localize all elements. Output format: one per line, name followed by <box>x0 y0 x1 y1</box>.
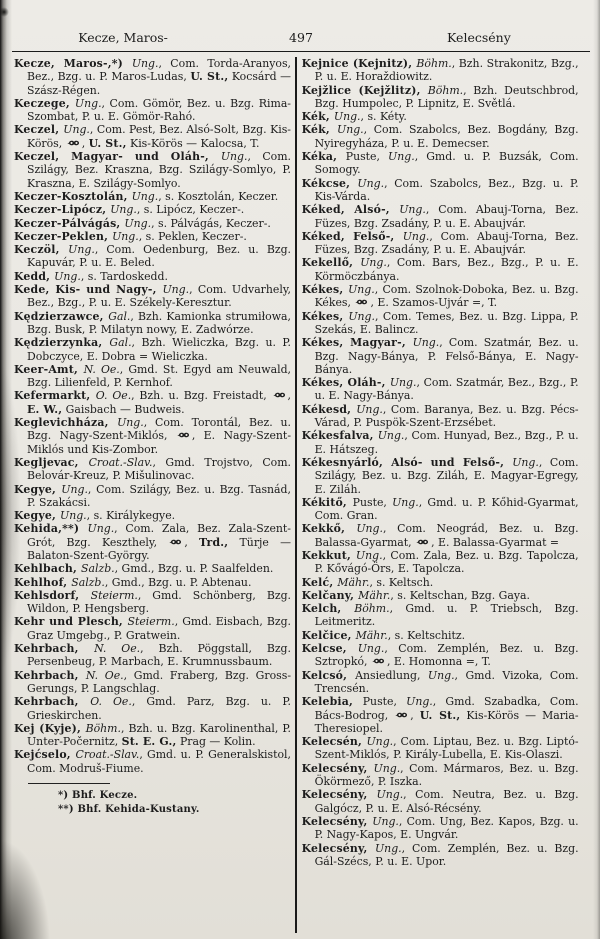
entry-text: , Com. Neutra, Bez. u. Bzg. Galgócz, P. u. E. Alsó-Récsény. <box>314 788 579 815</box>
entry-text: , s. Kosztolán, Keczer. <box>158 189 279 203</box>
entry-headword: Kejžlice (Kejžlitz), <box>301 83 428 97</box>
entry <box>302 230 579 257</box>
entry-headword: Kelčice, <box>301 628 356 642</box>
entry-headword: Kéked, Alsó-, <box>301 203 400 217</box>
entry-text: , Com. Szilágy, Bez. u. Bzg. Ziláh, E. Magyar-Egregy, E. Ziláh. <box>314 455 579 496</box>
posthorn-icon <box>355 298 369 306</box>
entry-headword: Kelcse, <box>301 642 358 656</box>
posthorn-icon <box>177 431 191 439</box>
entry-region: Ung. <box>110 203 137 217</box>
entry-region: Ung. <box>117 416 144 430</box>
entry-headword: Kehrbach, <box>14 642 95 656</box>
entry <box>14 522 291 562</box>
entry <box>302 203 579 230</box>
entry-text: , Com. Mármaros, Bez. u. Bzg. Ökörmező, P. Iszka. <box>314 761 579 789</box>
entry-region: Ung. <box>389 376 417 390</box>
entry-region: Steierm. <box>90 588 138 602</box>
entry <box>14 748 291 775</box>
entry-region: Ung. <box>373 761 401 775</box>
entry-headword: Kékitő, <box>301 495 353 509</box>
entry-headword: Kej (Kyje), <box>14 721 86 735</box>
entry-headword: Kejćselo, <box>14 748 76 762</box>
entry-text: , Bzh. Strakonitz, Bzg., P. u. E. Horaždiowitz. <box>314 57 579 84</box>
entry <box>302 522 579 549</box>
entry <box>14 456 291 483</box>
entry-text: , <box>410 708 420 722</box>
text-columns <box>14 57 592 933</box>
entry-headword: Kékesd, <box>301 402 357 416</box>
entry-headword: Kehrbach, <box>14 668 86 682</box>
entry-headword: Kede, Kis- und Nagy-, <box>14 283 163 297</box>
entry <box>14 203 291 216</box>
entry-text: , s. Lipócz, Keczer-. <box>136 203 245 217</box>
entry-text: , Com. Szabolcs, Bez., Bzg. u. P. Kis-Várda. <box>314 176 579 203</box>
entry-region: Ung. <box>333 110 361 124</box>
entry-region: Salzb. <box>81 562 115 576</box>
entry-region: Ung. <box>337 123 364 137</box>
entry-region: Ung. <box>392 495 419 509</box>
entry-headword: Kekkut, <box>301 548 356 562</box>
entry-headword: Kehlhof, <box>14 575 72 589</box>
entry-text: , <box>81 136 89 150</box>
entry-region: Croat.-Slav. <box>75 748 140 762</box>
entry <box>302 576 579 589</box>
entry-text: , Com. Udvarhely, Bez., Bzg., P. u. E. Székely-Keresztur. <box>27 283 291 310</box>
entry-text: , E. Balassa-Gyarmat = <box>431 535 560 549</box>
entry-text: , Gmd. u. P. Triebsch, Bzg. Leitmeritz. <box>314 602 579 629</box>
entry-text: , Bzh. Pöggstall, Bzg. Persenbeug, P. Marbach, E. Krumnussbaum. <box>27 642 291 669</box>
entry-text: , Gmd. Schönberg, Bzg. Wildon, P. Hengsberg. <box>27 588 292 616</box>
entry-region: Ung. <box>406 695 433 709</box>
entry-region: N. Oe. <box>83 362 120 376</box>
entry <box>14 416 291 456</box>
entry-headword: Keglevichháza, <box>14 416 118 430</box>
entry-region: Ung. <box>376 788 404 802</box>
entry <box>14 270 291 283</box>
entry-headword: Kékes, <box>301 309 349 323</box>
entry-text: , Bzh. Kamionka strumiłowa, Bzg. Busk, P. Milatyn nowy, E. Zadwórze. <box>27 309 291 336</box>
entry <box>302 403 579 430</box>
entry-text: Kis-Körös — Maria-Theresiopel. <box>314 708 579 735</box>
entry-region: Ung. <box>388 150 415 164</box>
entry-headword: Kehr und Plesch, <box>14 615 128 629</box>
entry-text: , Com. Szabolcs, Bez. Bogdány, Bzg. Nyiregyháza, P. u. E. Demecser. <box>314 123 579 150</box>
entry-headword: Kék, <box>301 110 334 124</box>
entry-text: , Com. Pest, Bez. Alsó-Solt, Bzg. Kis-Körös, <box>27 123 291 150</box>
entry-region: N. Oe. <box>85 668 124 682</box>
entry <box>14 150 291 190</box>
entry-text: , s. Keltsch. <box>369 575 434 589</box>
entry <box>14 283 291 310</box>
entry <box>302 336 579 376</box>
entry <box>14 97 291 124</box>
entry-headword: U. St., <box>88 136 127 150</box>
entry-headword: Kelčany, <box>301 588 359 602</box>
entry-text: Türje — Balaton-Szent-György. <box>27 535 291 562</box>
entry-text: , E. Nagy-Szent-Miklós und Kis-Zombor. <box>27 429 291 456</box>
entry-text: , Gmd., Bzg. u. P. Saalfelden. <box>114 562 274 576</box>
entry-region: Ung. <box>355 548 383 562</box>
entry <box>302 110 579 123</box>
entry-text: , s. Királykegye. <box>86 509 176 523</box>
entry-text: , Gmd. Vizoka, Com. Trencsén. <box>314 668 579 695</box>
entry <box>302 642 579 669</box>
entry-headword: U. St., <box>419 708 461 722</box>
right-column <box>299 57 579 933</box>
entry-headword: Kekellő, <box>301 256 361 270</box>
entry-text: , Com. Baranya, Bez. u. Bzg. Pécs-Várad, P. Puspök-Szent-Erzsébet. <box>314 402 579 430</box>
entry-headword: Kegljevac, <box>14 455 89 469</box>
entry <box>14 217 291 230</box>
entry <box>302 456 579 496</box>
entry-region: Ung. <box>357 642 385 656</box>
entry <box>302 496 579 523</box>
entry <box>14 336 291 363</box>
posthorn-icon <box>169 538 183 546</box>
entry-headword: Kegye, <box>14 509 61 523</box>
entry-region: Ung. <box>63 123 90 137</box>
entry-text: , E. Homonna =, T. <box>386 655 491 669</box>
header-rule <box>12 51 590 52</box>
entry-text: Puste, <box>352 495 393 509</box>
entry-text: Kis-Körös — Kalocsa, T. <box>126 136 260 150</box>
entry-headword: Kejnice (Kejnitz), <box>301 57 417 70</box>
entry <box>302 735 579 762</box>
entry-region: Mähr. <box>337 575 370 589</box>
entry-text: , Com. Torda-Aranyos, Bez., Bzg. u. P. Maros-Ludas, <box>27 57 291 84</box>
entry-text: , Com. Szatmár, Bez. u. Bzg. Nagy-Bánya, P. Felső-Bánya, E. Nagy-Bánya. <box>314 336 579 376</box>
entry-headword: Kékes, <box>301 283 349 297</box>
column-divider <box>295 57 297 933</box>
entry-text: , Gmd. Parz, Bzg. u. P. Grieskirchen. <box>27 695 291 722</box>
entry <box>14 669 291 696</box>
entry-text: , Com. Hunyad, Bez., Bzg., P. u. E. Hátszeg. <box>314 429 579 456</box>
entry <box>302 762 579 789</box>
entry-text: , Com. Zala, Bez. u. Bzg. Tapolcza, P. Kővágó-Örs, E. Tapolcza. <box>314 548 579 576</box>
entry-text: , Bzh. Deutschbrod, Bzg. Humpolec, P. Lipnitz, E. Světlá. <box>314 83 579 110</box>
entry-region: Ung. <box>131 57 159 70</box>
entry-headword: Keczel, Magyar- und Oláh-, <box>14 150 221 164</box>
entry-headword: Keczel, <box>14 123 64 137</box>
posthorn-icon <box>372 657 386 665</box>
entry <box>14 589 291 616</box>
entry-headword: Keczer-Pálvágás, <box>14 216 125 230</box>
entry-headword: Kékesnyárló, Alsó- und Felső-, <box>301 455 513 469</box>
page-number: 497 <box>289 30 313 45</box>
footnote-block <box>14 783 291 817</box>
entry <box>302 177 579 204</box>
entry-text: , Com. Oedenburg, Bez. u. Bzg. Kapuvár, P. u. E. Beled. <box>27 243 291 270</box>
entry-text: , s. Keltschan, Bzg. Gaya. <box>390 588 530 602</box>
entry <box>302 123 579 150</box>
entry-headword: Kehida,**) <box>14 522 88 536</box>
entry-text: , Gmd. Trojstvo, Com. Belovár-Kreuz, P. Mišulinovac. <box>27 455 292 483</box>
entry-region: Salzb. <box>71 575 105 589</box>
entry <box>14 123 291 150</box>
entry-region: Ung. <box>412 336 440 350</box>
entry <box>14 615 291 642</box>
entry-text: , Bzh. u. Bzg. Freistadt, <box>131 389 272 403</box>
entry-headword: Kelch, <box>301 602 355 616</box>
entry-headword: U. St., <box>190 70 229 84</box>
entry-region: Ung. <box>360 256 387 270</box>
entry-region: Mähr. <box>358 588 391 602</box>
entry-region: O. Oe. <box>90 695 132 709</box>
entry-region: Ung. <box>512 455 539 469</box>
entry-text: , Gmd. u. P. Generalskistol, Com. Modruš-Fiume. <box>27 748 291 775</box>
entry-text: , Bzh. Wieliczka, Bzg. u. P. Dobczyce, E. Dobra = Wieliczka. <box>27 336 291 363</box>
entry-headword: Keer-Amt, <box>14 362 84 376</box>
entry-text: Puste, <box>345 150 389 164</box>
entry <box>14 642 291 669</box>
entry-region: Ung. <box>162 283 190 297</box>
entry-text: , Com. Zala, Bez. Zala-Szent-Grót, Bzg. Keszthely, <box>27 522 291 549</box>
entry-region: Ung. <box>348 283 375 297</box>
footnote: *) Bhf. Kecze. <box>58 790 138 802</box>
entry-text: , Com. Szilágy, Bez. Kraszna, Bzg. Szilágy-Somlyo, P. Kraszna, E. Szilágy-Somlyo. <box>27 150 291 190</box>
entry-headword: Kehlsdorf, <box>14 588 91 602</box>
entry-text: Gaisbach — Budweis. <box>62 402 185 416</box>
entry-headword: Trd., <box>199 535 229 549</box>
entry-text: , Gmd., Bzg. u. P. Abtenau. <box>104 575 252 589</box>
entry-region: Mähr. <box>355 628 388 642</box>
entry <box>302 842 579 869</box>
entry-headword: Kegye, <box>14 482 62 496</box>
running-head <box>14 30 588 48</box>
posthorn-icon <box>416 538 430 546</box>
entry-region: Ung. <box>357 176 385 190</box>
entry-text: , E. Szamos-Ujvár =, T. <box>370 296 498 310</box>
entry <box>14 695 291 722</box>
entry-region: O. Oe. <box>95 389 132 403</box>
left-column <box>14 57 291 933</box>
entry-text: , <box>184 535 200 549</box>
entry-headword: Keczer-Lipócz, <box>14 203 111 217</box>
entry-text: Puste, <box>362 695 407 709</box>
entry-headword: Kedd, <box>14 269 55 283</box>
entry-region: Ung. <box>220 150 248 164</box>
entry-text: , Gmd. Eisbach, Bzg. Graz Umgebg., P. Gratwein. <box>27 615 291 642</box>
entry-headword: Keczer-Kosztolán, <box>14 189 132 203</box>
entry <box>14 576 291 589</box>
entry-text: , Com. Liptau, Bez. u. Bzg. Liptó-Szent-Miklós, P. Király-Lubella, E. Kis-Olaszi. <box>314 735 579 762</box>
entry-region: Böhm. <box>354 602 390 616</box>
entry <box>302 256 579 283</box>
entry <box>302 376 579 403</box>
entry-headword: Kehrbach, <box>14 695 91 709</box>
entry-region: Böhm. <box>85 721 121 735</box>
entry <box>14 562 291 575</box>
entry-region: Ung. <box>427 668 455 682</box>
entry-region: Steierm. <box>127 615 175 629</box>
entry <box>14 389 291 416</box>
entry-text: , Com. Szolnok-Doboka, Bez. u. Bzg. Kékes, <box>314 283 579 310</box>
entry-text: , s. Tardoskedd. <box>80 269 168 283</box>
entry-region: Ung. <box>124 216 152 230</box>
entry-headword: Kékes, Oláh-, <box>301 376 390 390</box>
entry-region: Ung. <box>356 522 383 536</box>
entry <box>302 283 579 310</box>
entry-text: , s. Kéty. <box>360 110 407 124</box>
entry <box>302 815 579 842</box>
entry-region: Ung. <box>348 309 375 323</box>
entry-headword: Kéked, Felső-, <box>301 229 403 243</box>
entry <box>302 429 579 456</box>
entry-text: , Gmd. u. P. Kőhid-Gyarmat, Com. Gran. <box>314 495 579 523</box>
entry-headword: Kelecsény, <box>301 814 373 828</box>
entry-headword: Kelecsény, <box>301 841 375 855</box>
entry-text: Ansiedlung, <box>355 668 428 682</box>
entry-region: Croat.-Slav. <box>88 455 153 469</box>
entry-text: , Com. Torontál, Bez. u. Bzg. Nagy-Szent-Miklós, <box>27 416 291 443</box>
entry-headword: Kékcse, <box>301 176 358 190</box>
entry-headword: Keczer-Peklen, <box>14 229 113 243</box>
entry <box>14 230 291 243</box>
entry-region: Ung. <box>112 229 139 243</box>
entry-headword: Kékes, Magyar-, <box>301 336 413 350</box>
entry-text: , Gmd. St. Egyd am Neuwald, Bzg. Lilienfeld, P. Kernhof. <box>27 362 291 390</box>
posthorn-icon <box>395 711 409 719</box>
entry-text: , Gmd. Fraberg, Bzg. Gross-Gerungs, P. Langschlag. <box>27 668 292 695</box>
entry-region: Ung. <box>377 429 405 443</box>
entry-region: Ung. <box>61 482 88 496</box>
entry <box>302 669 579 696</box>
entry-text: , Gmd. u. P. Buzsák, Com. Somogy. <box>314 150 579 177</box>
entry-region: Ung. <box>372 814 399 828</box>
entry <box>14 190 291 203</box>
entry-text: , s. Pálvágás, Keczer-. <box>151 216 271 230</box>
entry-region: Ung. <box>375 841 402 855</box>
entry-text: , Com. Abauj-Torna, Bez. Füzes, Bzg. Zsadány, P. u. E. Abaujvár. <box>314 203 579 230</box>
entry <box>302 602 579 629</box>
entry-text: , Com. Zemplén, Bez. u. Bzg. Sztropkó, <box>314 642 579 669</box>
entry-region: Ung. <box>402 229 430 243</box>
entry-text: , Com. Zemplén, Bez. u. Bzg. Gál-Szécs, P. u. E. Upor. <box>314 841 579 868</box>
entry <box>14 243 291 270</box>
entry-region: Böhm. <box>427 83 464 97</box>
entry-text: , Com. Szatmár, Bez., Bzg., P. u. E. Nagy-Bánya. <box>314 376 579 403</box>
entry-region: Ung. <box>366 735 394 749</box>
entry <box>302 84 579 111</box>
entry-text: , Com. Gömör, Bez. u. Bzg. Rima-Szombat, P. u. E. Gömör-Rahó. <box>27 96 291 124</box>
footnote-rule <box>28 783 110 784</box>
entry <box>302 310 579 337</box>
entry-text: , <box>287 389 291 403</box>
entry-headword: Kelecsény, <box>301 761 374 775</box>
entry-headword: Kędzierzynka, <box>14 336 110 350</box>
entry <box>14 310 291 337</box>
footnote: **) Bhf. Kehida-Kustany. <box>58 804 200 816</box>
entry-headword: Kehlbach, <box>14 562 82 576</box>
entry <box>14 483 291 510</box>
entry-headword: Kefermarkt, <box>14 389 96 403</box>
entry-region: Ung. <box>74 96 102 110</box>
entry-text: , Com. Temes, Bez. u. Bzg. Lippa, P. Szekás, E. Balincz. <box>314 309 579 336</box>
entry-headword: Kékesfalva, <box>301 429 378 443</box>
entry <box>14 722 291 749</box>
entry-region: Ung. <box>87 522 115 536</box>
entry <box>302 788 579 815</box>
entry-headword: Kekkő, <box>301 522 357 536</box>
entry <box>14 57 291 97</box>
entry-region: Ung. <box>54 269 81 283</box>
entry-text: , s. Keltschitz. <box>387 628 466 642</box>
entry-headword: Kelecsény, <box>301 788 377 802</box>
entry-headword: Kelcsó, <box>301 668 356 682</box>
entry-region: Ung. <box>131 189 159 203</box>
entry-region: Ung. <box>68 243 95 257</box>
entry-text: , Com. Ung, Bez. Kapos, Bzg. u. P. Nagy-Kapos, E. Ungvár. <box>314 814 579 842</box>
entry-headword: Kecze, Maros-,*) <box>14 57 132 70</box>
entry-region: Gal. <box>109 336 132 350</box>
posthorn-icon <box>67 139 81 147</box>
entry <box>302 150 579 177</box>
entry-headword: E. W., <box>27 402 63 416</box>
entry-text: , Com. Szilágy, Bez. u. Bzg. Tasnád, P. Szakácsi. <box>27 482 291 509</box>
entry-headword: Kék, <box>301 123 338 137</box>
entry-headword: Keczege, <box>14 96 75 110</box>
entry <box>14 509 291 522</box>
entry <box>302 549 579 576</box>
entry-text: , Com. Bars, Bez., Bzg., P. u. E. Körmöczbánya. <box>314 256 579 283</box>
entry-text: , Com. Neográd, Bez. u. Bzg. Balassa-Gyarmat, <box>314 522 579 549</box>
entry <box>302 629 579 642</box>
entry-headword: Kelć, <box>301 575 338 589</box>
entry-region: Ung. <box>60 509 87 523</box>
entry-region: Ung. <box>356 402 383 416</box>
entry-region: Gal. <box>108 309 131 323</box>
entry <box>302 589 579 602</box>
entry-region: Böhm. <box>416 57 452 70</box>
entry-headword: St. E. G., <box>121 735 177 749</box>
entry-headword: Kéka, <box>301 150 346 164</box>
entry <box>302 695 579 735</box>
entry-headword: Keczöl, <box>14 243 69 257</box>
entry-text: , Bzh. u. Bzg. Karolinenthal, P. Unter-Počernitz, <box>27 721 291 749</box>
entry-headword: Kelebia, <box>301 695 363 709</box>
entry-region: N. Oe. <box>94 642 141 656</box>
entry-region: Ung. <box>399 203 426 217</box>
entry-text: Kocsárd — Szász-Régen. <box>27 70 291 97</box>
entry <box>302 57 579 84</box>
running-head-right: Kelecsény <box>447 30 511 45</box>
entry-headword: Kelecsén, <box>301 735 367 749</box>
entry <box>14 363 291 390</box>
entry-text: , Com. Abauj-Torna, Bez. Füzes, Bzg. Zsadány, P. u. E. Abaujvár. <box>314 229 579 257</box>
posthorn-icon <box>273 391 287 399</box>
running-head-left: Kecze, Maros- <box>78 30 168 45</box>
entry-text: , s. Peklen, Keczer-. <box>138 229 247 243</box>
entry-text: Prag — Kolin. <box>176 735 256 749</box>
entry-text: , Gmd. Szabadka, Com. Bács-Bodrog, <box>314 695 579 722</box>
entry-headword: Kędzierzawce, <box>14 309 109 323</box>
